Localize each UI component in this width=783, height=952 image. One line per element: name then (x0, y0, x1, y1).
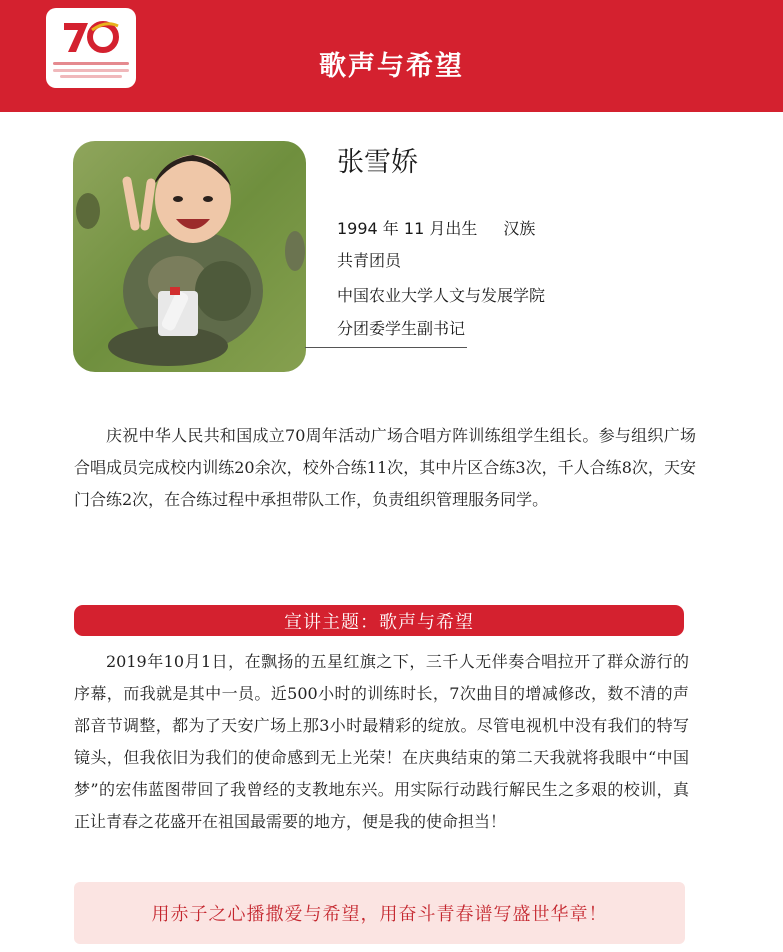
profile-birth-row (337, 216, 535, 239)
page-header (0, 0, 783, 112)
slogan-banner (74, 882, 685, 944)
profile-photo (73, 141, 306, 372)
profile-political-status: 共青团员 (337, 251, 402, 270)
profile-position: 分团委学生副书记 (337, 319, 466, 338)
speech-paragraph: 2019年10月1日，在飘扬的五星红旗之下，三千人无伴奏合唱拉开了群众游行的序幕，而我就是其中一员。近500小时的训练时长，7次曲目的增减修改，数不清的声部音节调整，都为了天安广场上那3小时最精彩的绽放。尽管电视机中没有我们的特写镜头，但我依旧为我们的使命感到无上光荣！在庆典结束的第二天我就将我眼中“中国梦”的宏伟蓝图带回了我曾经的支教地东兴。用实际行动践行解民生之多艰的校训，真正让青春之花盛开在祖国最需要的地方，便是我的使命担当！ (74, 652, 689, 831)
topic-label: 宣讲主题：歌声与希望 (284, 611, 474, 633)
slogan-text: 用赤子之心播撒爱与希望，用奋斗青春谱写盛世华章！ (151, 904, 608, 925)
profile-ethnicity: 汉族 (503, 219, 536, 238)
topic-banner (74, 605, 684, 636)
profile-college: 中国农业大学人文与发展学院 (337, 286, 546, 305)
profile-divider (305, 347, 467, 348)
page-title: 歌声与希望 (319, 51, 464, 82)
bio-paragraph: 庆祝中华人民共和国成立70周年活动广场合唱方阵训练组学生组长。参与组织广场合唱成员完成校内训练20余次，校外合练11次，其中片区合练3次，千人合练8次，天安门合练2次，在合练过程中承担带队工作，负责组织管理服务同学。 (74, 426, 696, 509)
profile-name: 张雪娇 (337, 147, 418, 178)
portrait-image (73, 141, 306, 372)
profile-birth: 1994 年 11 月出生 (337, 219, 478, 238)
